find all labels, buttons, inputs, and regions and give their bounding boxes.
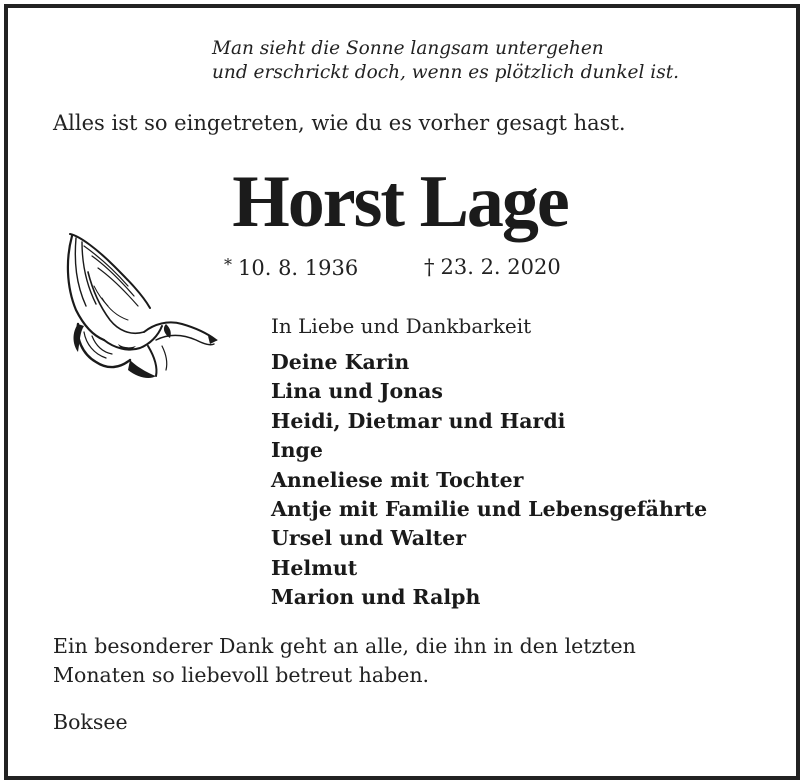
mourner: Heidi, Dietmar und Hardi: [271, 408, 566, 433]
intro-text: Alles ist so eingetreten, wie du es vorher gesagt hast.: [53, 111, 626, 135]
birth-date: 10. 8. 1936: [238, 256, 359, 280]
praying-hands-icon: [58, 228, 220, 384]
death-symbol: †: [424, 255, 435, 279]
mourner: Helmut: [271, 555, 358, 580]
mourner: Ursel und Walter: [271, 526, 467, 551]
mourners-list: [271, 348, 707, 613]
mourner: Inge: [271, 438, 323, 463]
death-date-line: [424, 255, 561, 279]
place-name: Boksee: [53, 710, 128, 734]
thanks-line-2: Monaten so liebevoll betreut haben.: [53, 663, 430, 687]
mourner: Lina und Jonas: [271, 379, 443, 404]
poem: [212, 37, 679, 85]
birth-date-line: [224, 255, 358, 280]
birth-symbol: *: [224, 255, 232, 274]
mourner: Anneliese mit Tochter: [271, 467, 524, 492]
thanks-text: [53, 632, 636, 690]
mourner: Marion und Ralph: [271, 585, 481, 610]
mourner: Deine Karin: [271, 350, 410, 374]
death-date: 23. 2. 2020: [440, 255, 561, 279]
mourner: Antje mit Familie und Lebensgefährte: [271, 497, 708, 522]
deceased-name: Horst Lage: [232, 161, 568, 243]
poem-line-2: und erschrickt doch, wenn es plötzlich dunkel ist.: [212, 62, 680, 83]
thanks-line-1: Ein besonderer Dank geht an alle, die ihn in den letzten: [53, 634, 636, 658]
closing-intro: In Liebe und Dankbarkeit: [271, 314, 532, 338]
poem-line-1: Man sieht die Sonne langsam untergehen: [212, 38, 604, 59]
